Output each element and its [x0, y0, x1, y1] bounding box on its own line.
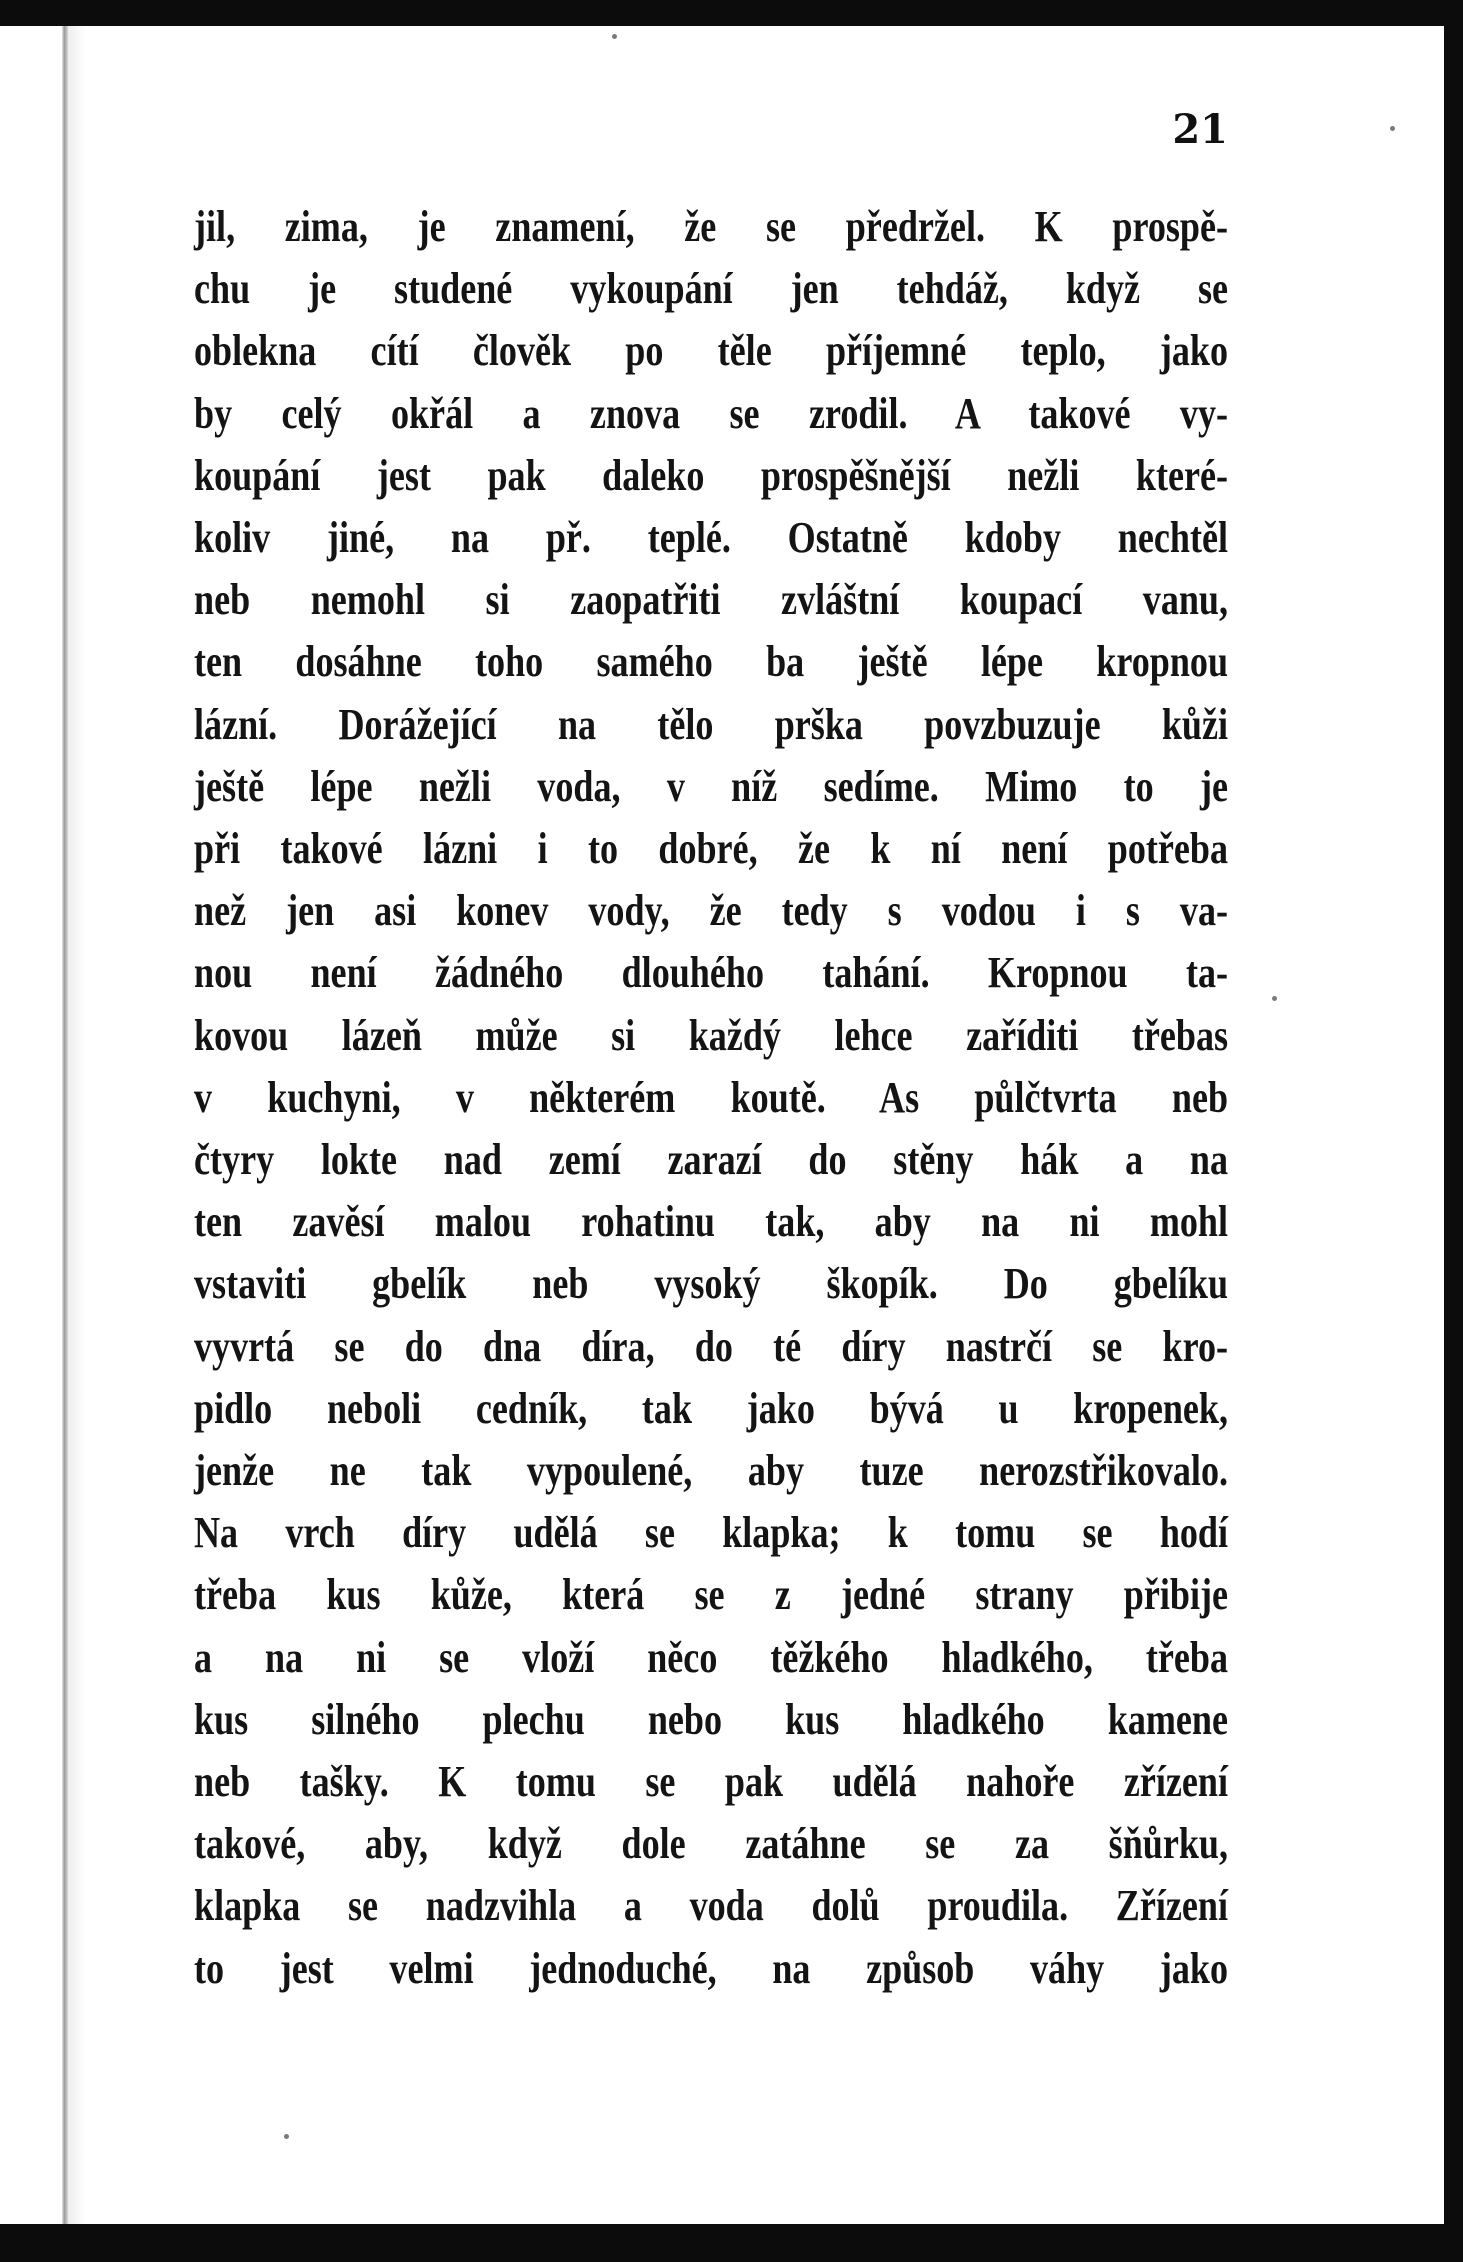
- text-line: jenže ne tak vypoulené, aby tuze nerozstřikovalo.: [194, 1446, 1229, 1496]
- page-number: 21: [1172, 106, 1228, 153]
- text-line: ten dosáhne toho samého ba ještě lépe kropnou: [194, 637, 1229, 687]
- text-line: vyvrtá se do dna díra, do té díry nastrčí se kro-: [194, 1321, 1229, 1371]
- scan-border-right: [1444, 0, 1463, 2262]
- text-line: kus silného plechu nebo kus hladkého kamene: [194, 1694, 1229, 1744]
- text-line: koliv jiné, na př. teplé. Ostatně kdoby nechtěl: [194, 513, 1229, 563]
- paper-speck: [1390, 126, 1395, 131]
- text-line: ještě lépe nežli voda, v níž sedíme. Mimo to je: [194, 761, 1229, 811]
- text-line: chu je studené vykoupání jen tehdáž, když se: [194, 264, 1229, 314]
- text-line: oblekna cítí člověk po těle příjemné teplo, jako: [194, 326, 1229, 376]
- text-line: nou není žádného dlouhého tahání. Kropnou ta-: [194, 948, 1229, 998]
- scan-border-bottom: [0, 2224, 1463, 2262]
- text-line: klapka se nadzvihla a voda dolů proudila. Zřízení: [194, 1881, 1229, 1931]
- text-line: čtyry lokte nad zemí zarazí do stěny hák a na: [194, 1135, 1229, 1185]
- text-line: jil, zima, je znamení, že se předržel. K prospě-: [194, 202, 1229, 251]
- text-line: by celý okřál a znova se zrodil. A takové vy-: [194, 388, 1229, 438]
- text-line: pidlo neboli cedník, tak jako bývá u kropenek,: [194, 1383, 1229, 1433]
- text-line: Na vrch díry udělá se klapka; k tomu se hodí: [194, 1508, 1229, 1558]
- paper-speck: [612, 34, 617, 39]
- body-text: [194, 196, 1229, 2000]
- text-line: neb tašky. K tomu se pak udělá nahoře zřízení: [194, 1757, 1229, 1807]
- text-line: než jen asi konev vody, že tedy s vodou i s va-: [194, 886, 1229, 936]
- text-line: lázní. Dorážející na tělo prška povzbuzuje kůži: [194, 699, 1229, 749]
- text-line: kovou lázeň může si každý lehce zaříditi třebas: [194, 1010, 1229, 1060]
- paper-speck: [1272, 996, 1277, 1001]
- text-line: třeba kus kůže, která se z jedné strany přibije: [194, 1570, 1229, 1620]
- text-line: a na ni se vloží něco těžkého hladkého, třeba: [194, 1632, 1229, 1682]
- text-line: neb nemohl si zaopatřiti zvláštní koupací vanu,: [194, 575, 1229, 625]
- text-line: koupání jest pak daleko prospěšnější nežli které-: [194, 450, 1229, 500]
- text-line: ten zavěsí malou rohatinu tak, aby na ni mohl: [194, 1197, 1229, 1247]
- scan-border-top: [0, 0, 1463, 26]
- text-line: to jest velmi jednoduché, na způsob váhy jako: [194, 1943, 1229, 1993]
- text-line: takové, aby, když dole zatáhne se za šňůrku,: [194, 1819, 1229, 1869]
- text-line: v kuchyni, v některém koutě. As půlčtvrta neb: [194, 1072, 1229, 1122]
- page-gutter-shadow: [68, 26, 86, 2224]
- paper-speck: [284, 2134, 289, 2139]
- text-line: vstaviti gbelík neb vysoký škopík. Do gbelíku: [194, 1259, 1229, 1309]
- text-line: při takové lázni i to dobré, že k ní není potřeba: [194, 824, 1229, 874]
